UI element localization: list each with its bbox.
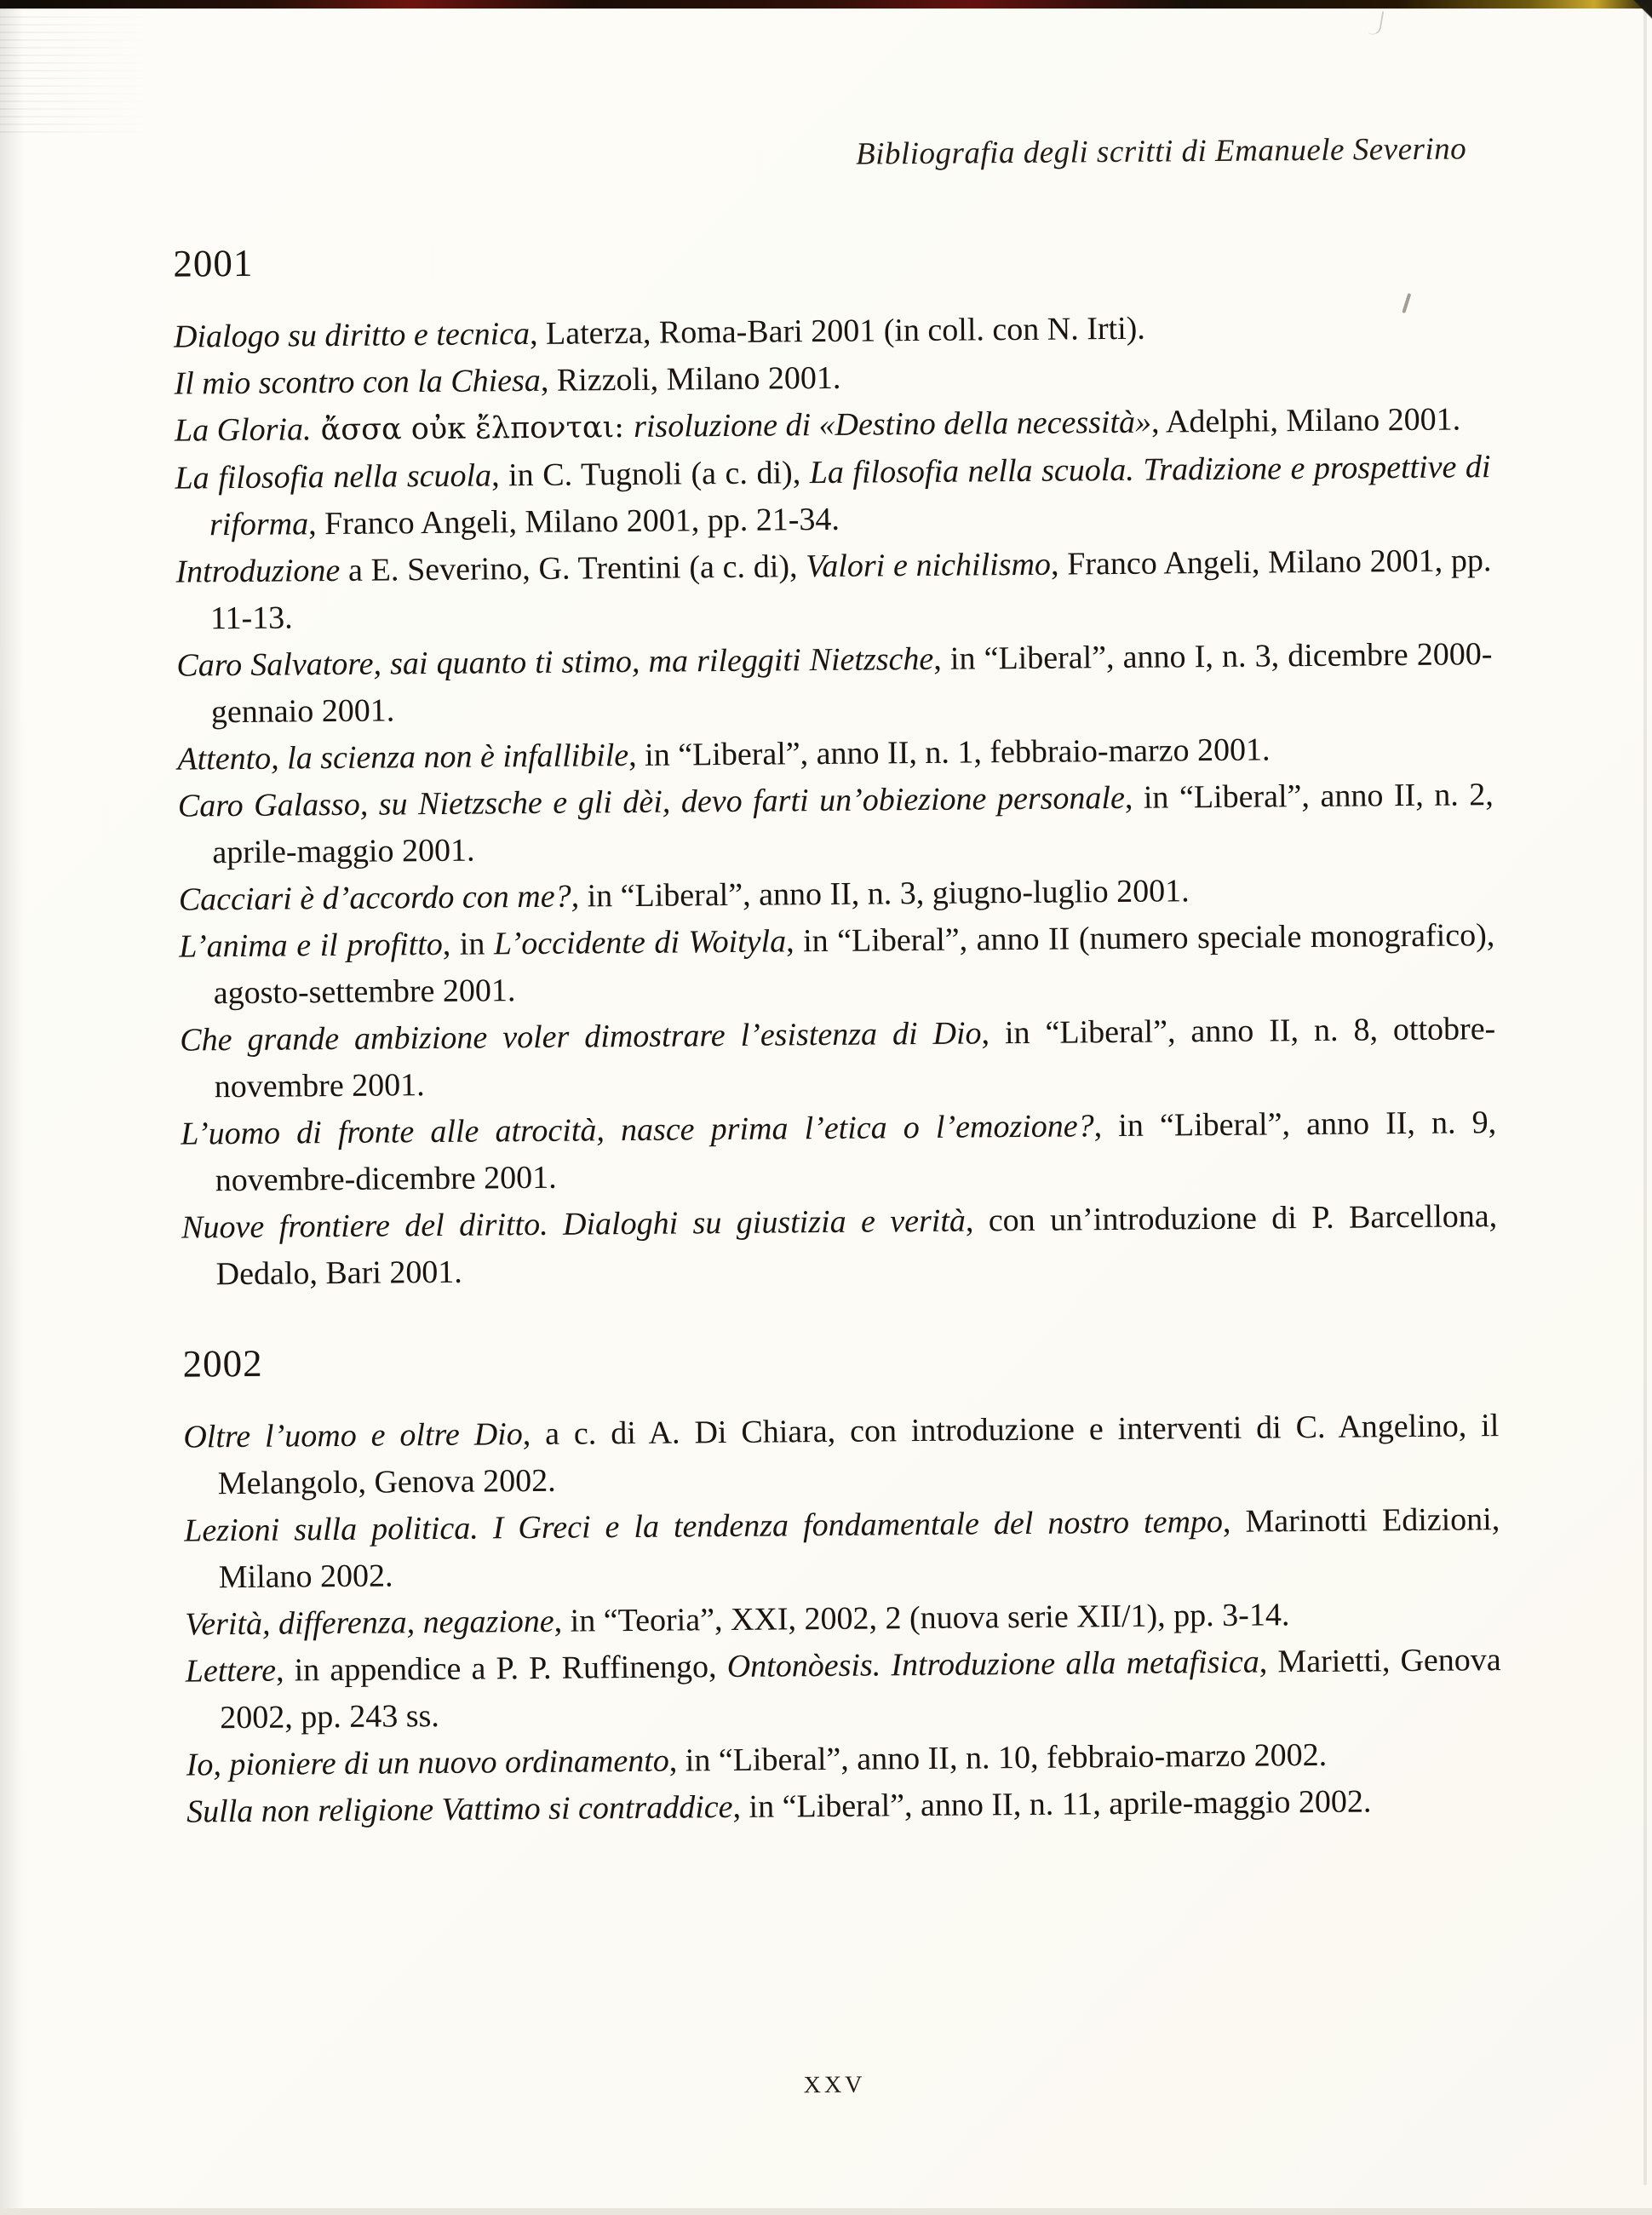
title-segment: Lezioni sulla politica. I Greci e la tendenza fondamentale del nostro tempo bbox=[184, 1503, 1224, 1549]
text-segment: , Marinotti Edizioni, Milano 2002. bbox=[218, 1501, 1500, 1596]
title-segment: Ontonòesis. Introduzione alla metafisica bbox=[726, 1644, 1259, 1685]
title-segment: Io, pioniere di un nuovo ordinamento bbox=[186, 1742, 669, 1783]
text-segment: , in “Liberal”, anno I, n. 3, dicembre 2000-gennaio 2001. bbox=[210, 636, 1493, 731]
title-segment: Dialogo su diritto e tecnica bbox=[173, 316, 531, 355]
text-segment: , Laterza, Roma-Bari 2001 (in coll. con N. Irti). bbox=[529, 310, 1145, 353]
page-number: xxv bbox=[803, 2061, 866, 2101]
text-segment: a E. Severino, G. Trentini (a c. di), bbox=[340, 548, 806, 588]
text-segment: , in “Liberal”, anno II, n. 11, aprile-maggio 2002. bbox=[732, 1783, 1372, 1825]
section-2002 bbox=[182, 1331, 1502, 1835]
text-segment: , in “Liberal”, anno II, n. 8, ottobre-novembre 2001. bbox=[214, 1011, 1496, 1105]
title-segment: La filosofia nella scuola. Tradizione e prospettive di riforma bbox=[209, 449, 1491, 543]
running-head: Bibliografia degli scritti di Emanuele Severino bbox=[855, 131, 1467, 172]
text-segment: , in bbox=[442, 926, 495, 962]
text-segment: , a c. di A. Di Chiara, con introduzione e interventi di C. Angelino, il Melangolo, Genova 2002. bbox=[217, 1408, 1500, 1502]
pencil-squiggle-mark bbox=[1368, 9, 1385, 36]
section-2001 bbox=[173, 231, 1498, 1298]
title-segment: L’anima e il profitto bbox=[179, 926, 443, 965]
text-segment: , in “Liberal”, anno II, n. 9, novembre-dicembre 2001. bbox=[215, 1105, 1497, 1199]
text-segment: , in “Liberal”, anno II (numero speciale monografico), agosto-settembre 2001. bbox=[213, 917, 1495, 1012]
title-segment: Oltre l’uomo e oltre Dio bbox=[183, 1416, 523, 1455]
title-segment: Introduzione bbox=[175, 552, 341, 590]
title-segment: Verità, differenza, negazione bbox=[185, 1603, 554, 1643]
title-segment: Nuove frontiere del diritto. Dialoghi su giustizia e verità bbox=[181, 1202, 967, 1246]
text-segment: , Marietti, Genova 2002, pp. 243 ss. bbox=[220, 1642, 1501, 1736]
title-segment: Che grande ambizione voler dimostrare l’esistenza di Dio bbox=[180, 1015, 982, 1059]
title-segment: L’occidente di Woityla bbox=[493, 923, 787, 962]
bibliography-entry bbox=[175, 537, 1492, 642]
bibliography-entry bbox=[179, 912, 1495, 1017]
text-segment: , in “Liberal”, anno II, n. 2, aprile-maggio 2001. bbox=[212, 777, 1494, 871]
bibliography-entry bbox=[178, 772, 1494, 876]
title-segment: Caro Galasso, su Nietzsche e gli dèi, devo farti un’obiezione personale bbox=[177, 779, 1126, 824]
bibliography-entry bbox=[183, 1403, 1500, 1507]
title-segment: Cacciari è d’accordo con me?, bbox=[178, 878, 580, 918]
title-segment: La Gloria. bbox=[174, 411, 312, 449]
text-segment: , in C. Tugnoli (a c. di), bbox=[490, 455, 810, 494]
year-heading-2001: 2001 bbox=[173, 241, 254, 285]
title-segment: Lettere bbox=[185, 1652, 277, 1690]
bibliography-entry bbox=[176, 631, 1493, 736]
title-segment: Caro Salvatore, sai quanto ti stimo, ma rileggiti Nietzsche bbox=[176, 640, 934, 684]
title-segment: risoluzione di «Destino della necessità» bbox=[633, 404, 1152, 445]
text-segment: , Franco Angeli, Milano 2001, pp. 21-34. bbox=[307, 501, 840, 542]
title-segment: L’uomo di fronte alle atrocità, nasce prima l’etica o l’emozione? bbox=[181, 1108, 1094, 1152]
text-segment: , in “Liberal”, anno II, n. 1, febbraio-marzo 2001. bbox=[628, 732, 1271, 774]
greek-segment: ἄσσα οὐκ ἔλπονται: bbox=[311, 410, 634, 448]
text-segment: , in “Teoria”, XXI, 2002, 2 (nuova serie XII/1), pp. 3-14. bbox=[554, 1597, 1290, 1639]
bibliography-entry bbox=[180, 1006, 1496, 1110]
bibliography bbox=[173, 231, 1502, 1835]
text-segment: , in “Liberal”, anno II, n. 10, febbraio-marzo 2002. bbox=[668, 1736, 1328, 1779]
title-segment: La filosofia nella scuola bbox=[175, 457, 492, 496]
bibliography-entry bbox=[186, 1637, 1502, 1742]
entry-list-2002 bbox=[183, 1403, 1502, 1835]
title-segment: Valori e nichilismo bbox=[806, 546, 1052, 585]
text-segment: in “Liberal”, anno II, n. 3, giugno-luglio 2001. bbox=[578, 873, 1190, 915]
entry-list-2001 bbox=[174, 302, 1498, 1298]
text-segment: , in appendice a P. P. Ruffinengo, bbox=[275, 1649, 727, 1689]
bibliography-entry bbox=[181, 1193, 1498, 1298]
bibliography-entry bbox=[184, 1496, 1500, 1601]
text-segment: , Rizzoli, Milano 2001. bbox=[540, 359, 841, 399]
bibliography-entry bbox=[175, 444, 1491, 548]
text-segment: , con un’introduzione di P. Barcellona, Dedalo, Bari 2001. bbox=[215, 1198, 1498, 1293]
text-segment: , Franco Angeli, Milano 2001, pp. 11-13. bbox=[209, 542, 1492, 637]
title-segment: Il mio scontro con la Chiesa bbox=[174, 362, 542, 402]
title-segment: Sulla non religione Vattimo si contraddice bbox=[186, 1788, 733, 1830]
text-segment: , Adelphi, Milano 2001. bbox=[1150, 401, 1461, 440]
year-heading-2002: 2002 bbox=[182, 1341, 263, 1386]
bibliography-entry bbox=[181, 1099, 1497, 1204]
title-segment: Attento, la scienza non è infallibile bbox=[177, 737, 629, 778]
